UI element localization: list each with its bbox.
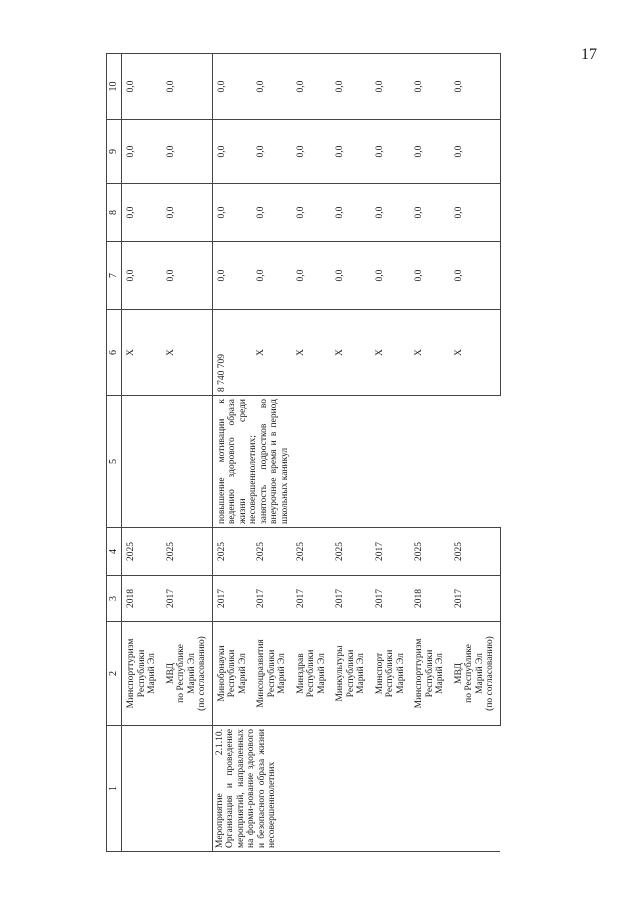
column-header: 10 (107, 54, 122, 120)
start-year-cell: 2017 (331, 576, 371, 622)
value-cell: 0,0 (371, 120, 411, 184)
value-cell: 0,0 (162, 54, 213, 120)
executor-cell (410, 622, 450, 726)
executor-line: Республики (306, 649, 316, 698)
indicator-cell: Х (410, 310, 450, 396)
value-cell: 0,0 (450, 242, 501, 310)
table-row (122, 54, 162, 852)
executor-cell (252, 622, 292, 726)
value-cell: 0,0 (371, 184, 411, 242)
executor-cell (450, 622, 501, 726)
executor-line: Минспорт (374, 652, 385, 695)
executor-line: по Республике (176, 644, 186, 703)
executor-line: Марий Эл (356, 653, 366, 694)
executor-line: Марий Эл (277, 653, 287, 694)
value-cell: 0,0 (122, 54, 162, 120)
measure-title-cell (122, 726, 162, 852)
value-cell: 0,0 (410, 242, 450, 310)
end-year-cell: 2025 (292, 528, 332, 576)
indicator-cell: 8 740 709 (212, 310, 252, 396)
value-cell: 0,0 (331, 54, 371, 120)
value-cell: 0,0 (212, 184, 252, 242)
value-cell: 0,0 (162, 184, 213, 242)
start-year-cell: 2017 (371, 576, 411, 622)
measure-title-cell: Мероприятие 2.1.10. Организация и проведение мероприятий, направленных на форми-рование здорового и безопасного образа жизни несовершеннолетних (212, 726, 500, 852)
start-year-cell: 2017 (450, 576, 501, 622)
executor-line: Минздрав (295, 653, 306, 694)
page-number: 17 (581, 46, 597, 63)
executor-line: Республики (227, 649, 237, 698)
value-cell: 0,0 (122, 242, 162, 310)
end-year-cell: 2025 (162, 528, 213, 576)
value-cell: 0,0 (212, 120, 252, 184)
value-cell: 0,0 (450, 120, 501, 184)
value-cell: 0,0 (122, 120, 162, 184)
executor-line: Минспорттуризм (126, 638, 136, 709)
result-cell (122, 396, 162, 528)
value-cell: 0,0 (410, 120, 450, 184)
executor-line: Минсоцразвития (256, 639, 266, 708)
end-year-cell: 2025 (122, 528, 162, 576)
executor-line: Республики (136, 649, 147, 698)
executor-line: Минспорттуризм (414, 638, 424, 709)
executor-cell (371, 622, 411, 726)
column-header: 8 (107, 184, 122, 242)
end-year-cell: 2025 (331, 528, 371, 576)
header-row (107, 54, 122, 852)
value-cell: 0,0 (331, 242, 371, 310)
value-cell: 0,0 (371, 242, 411, 310)
column-header: 6 (107, 310, 122, 396)
executor-line: Марий Эл (186, 653, 197, 694)
executor-line: (по согласованию) (485, 636, 495, 711)
executor-cell (292, 622, 332, 726)
value-cell: 0,0 (331, 184, 371, 242)
table-row (162, 54, 213, 852)
rotated-table-area (106, 54, 616, 852)
value-cell: 0,0 (371, 54, 411, 120)
indicator-cell: Х (371, 310, 411, 396)
end-year-cell: 2025 (252, 528, 292, 576)
executor-line: Марий Эл (435, 653, 445, 694)
indicator-cell: Х (331, 310, 371, 396)
column-header: 4 (107, 528, 122, 576)
value-cell: 0,0 (292, 184, 332, 242)
result-cell (162, 396, 213, 528)
start-year-cell: 2017 (292, 576, 332, 622)
executor-line: Республики (266, 649, 277, 698)
result-cell: повышение мотивации к ведению здорового образа жизни среди несовершеннолетних; занятость подростков во внеурочное время и в период школьных каникул (212, 396, 500, 528)
indicator-cell: Х (450, 310, 501, 396)
executor-line: Марий Эл (147, 653, 157, 694)
value-cell: 0,0 (252, 242, 292, 310)
start-year-cell: 2018 (122, 576, 162, 622)
end-year-cell: 2025 (410, 528, 450, 576)
value-cell: 0,0 (410, 54, 450, 120)
column-header: 3 (107, 576, 122, 622)
executor-line: Республики (345, 649, 356, 698)
executor-line: (по согласованию) (197, 636, 207, 711)
column-header: 5 (107, 396, 122, 528)
executor-line: МВД (165, 663, 176, 684)
start-year-cell: 2017 (162, 576, 213, 622)
end-year-cell: 2025 (450, 528, 501, 576)
start-year-cell: 2017 (252, 576, 292, 622)
value-cell: 0,0 (292, 242, 332, 310)
column-header: 9 (107, 120, 122, 184)
indicator-cell: Х (162, 310, 213, 396)
executor-cell (162, 622, 213, 726)
value-cell: 0,0 (252, 120, 292, 184)
executor-cell (212, 622, 252, 726)
value-cell: 0,0 (212, 242, 252, 310)
value-cell: 0,0 (331, 120, 371, 184)
executor-line: Марий Эл (474, 653, 485, 694)
executor-line: Республики (424, 649, 435, 698)
end-year-cell: 2025 (212, 528, 252, 576)
value-cell: 0,0 (292, 54, 332, 120)
value-cell: 0,0 (162, 242, 213, 310)
executor-line: Республики (385, 649, 395, 698)
column-header: 1 (107, 726, 122, 852)
measure-title-cell (162, 726, 213, 852)
value-cell: 0,0 (410, 184, 450, 242)
value-cell: 0,0 (450, 54, 501, 120)
table-row (212, 54, 252, 852)
column-header: 7 (107, 242, 122, 310)
indicator-cell: Х (122, 310, 162, 396)
start-year-cell: 2017 (212, 576, 252, 622)
value-cell: 0,0 (122, 184, 162, 242)
executor-cell (331, 622, 371, 726)
executor-line: МВД (453, 663, 464, 684)
executor-line: Марий Эл (237, 653, 248, 694)
executor-line: по Республике (464, 644, 474, 703)
executor-line: Минобрнауки (216, 645, 227, 702)
value-cell: 0,0 (450, 184, 501, 242)
executor-cell (122, 622, 162, 726)
value-cell: 0,0 (212, 54, 252, 120)
column-header: 2 (107, 622, 122, 726)
executor-line: Марий Эл (395, 653, 406, 694)
value-cell: 0,0 (292, 120, 332, 184)
end-year-cell: 2017 (371, 528, 411, 576)
value-cell: 0,0 (162, 120, 213, 184)
indicator-cell: Х (292, 310, 332, 396)
indicator-cell: Х (252, 310, 292, 396)
value-cell: 0,0 (252, 184, 292, 242)
executor-line: Марий Эл (316, 653, 327, 694)
value-cell: 0,0 (252, 54, 292, 120)
executor-line: Минкультуры (335, 645, 345, 702)
start-year-cell: 2018 (410, 576, 450, 622)
budget-table (106, 53, 501, 852)
